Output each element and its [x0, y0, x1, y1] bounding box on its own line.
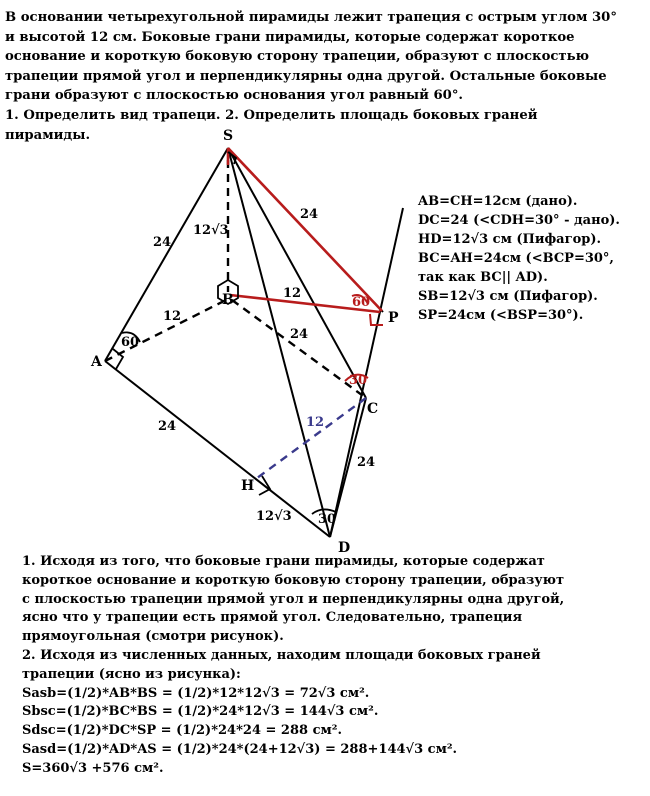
problem-line: пирамиды.: [5, 127, 91, 143]
point-a: A: [91, 354, 102, 370]
label-cd: 24: [357, 455, 376, 470]
solution-line: трапеции (ясно из рисунка):: [22, 666, 241, 682]
fact-line: DC=24 (<CDH=30° - дано).: [418, 213, 620, 228]
label-sa: 24: [153, 235, 172, 250]
point-h: H: [241, 478, 255, 494]
point-s: S: [223, 128, 234, 144]
label-ab: 12: [163, 309, 182, 324]
label-ad: 24: [158, 419, 177, 434]
solution-line: Sbsc=(1/2)*BC*BS = (1/2)*24*12√3 = 144√3 см².: [22, 704, 379, 720]
solution-line: с плоскостью трапеции прямой угол и перпендикулярны одна другой,: [22, 591, 565, 607]
solution-line: Sasb=(1/2)*AB*BS = (1/2)*12*12√3 = 72√3 см².: [22, 685, 370, 701]
label-bp: 12: [283, 286, 302, 301]
label-angle-p: 60: [352, 295, 371, 310]
solution-line: ясно что у трапеции есть прямой угол. Следовательно, трапеция: [22, 610, 523, 626]
label-angle-d: 30: [318, 512, 337, 527]
solution-text: [22, 553, 564, 779]
point-b: B: [222, 292, 234, 308]
label-angle-c: 30: [349, 373, 368, 388]
fact-line: AB=CH=12см (дано).: [418, 194, 578, 209]
solution-line: Sasd=(1/2)*AD*AS = (1/2)*24*(24+12√3) = 288+144√3 см².: [22, 741, 458, 757]
label-hc: 12: [306, 415, 325, 430]
solution-line: S=360√3 +576 см².: [22, 760, 164, 776]
problem-line: основание и короткую боковую сторону трапеции, образуют с плоскостью: [5, 49, 590, 65]
problem-line: 1. Определить вид трапеци. 2. Определить площадь боковых граней: [5, 107, 538, 123]
label-angle-a: 60: [121, 335, 140, 350]
solution-line: 1. Исходя из того, что боковые грани пирамиды, которые содержат: [22, 554, 545, 569]
fact-line: SP=24см (<BSP=30°).: [418, 308, 584, 323]
label-sb: 12√3: [193, 223, 229, 238]
label-bc: 24: [290, 327, 309, 342]
fact-line: BC=AH=24см (<BCP=30°,: [418, 251, 614, 266]
point-c: C: [367, 401, 379, 417]
height-ch: [253, 398, 366, 481]
point-d: D: [338, 540, 351, 556]
fact-line: так как BC|| AD).: [418, 270, 548, 285]
fact-line: HD=12√3 см (Пифагор).: [418, 232, 602, 247]
fact-line: SB=12√3 см (Пифагор).: [418, 289, 598, 304]
solution-line: короткое основание и короткую боковую сторону трапеции, образуют: [22, 572, 565, 588]
point-p: P: [388, 310, 399, 326]
solution-line: 2. Исходя из численных данных, находим площади боковых граней: [22, 647, 541, 663]
given-facts: [418, 192, 620, 325]
problem-line: В основании четырехугольной пирамиды лежит трапеция с острым углом 30°: [5, 10, 617, 25]
solution-line: Sdsc=(1/2)*DC*SP = (1/2)*24*24 = 288 см².: [22, 723, 343, 739]
edge-bc-hidden: [232, 300, 366, 398]
problem-line: грани образуют с плоскостью основания угол равный 60°.: [5, 88, 464, 104]
problem-line: и высотой 12 см. Боковые грани пирамиды, которые содержат короткое: [5, 29, 575, 45]
solution-line: прямоугольная (смотри рисунок).: [22, 629, 284, 645]
edge-sa: [105, 148, 228, 361]
problem-line: трапеции прямой угол и перпендикулярны одна другой. Остальные боковые: [5, 68, 607, 84]
label-hd: 12√3: [256, 509, 292, 524]
label-sp: 24: [300, 207, 319, 222]
